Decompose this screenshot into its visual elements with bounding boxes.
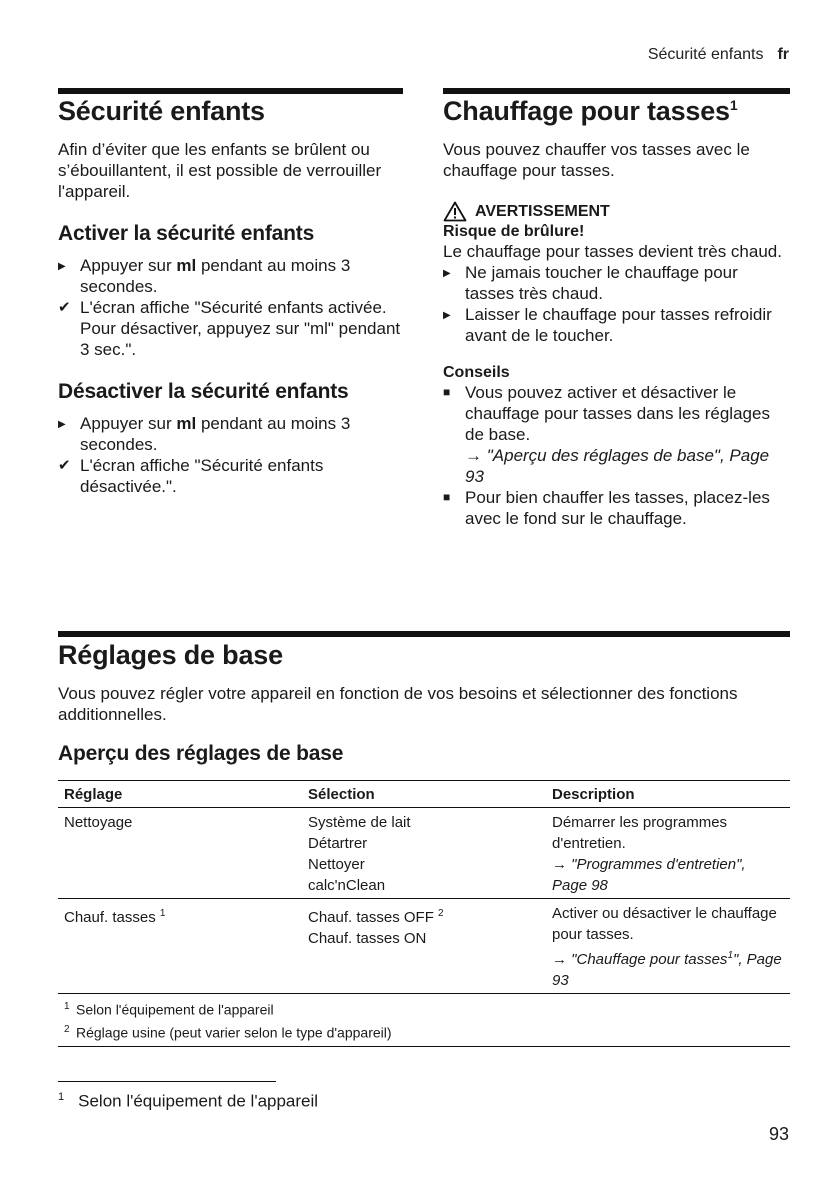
arrow-right-icon: ▶ xyxy=(443,310,451,321)
warning-item: ▶ Laisser le chauffage pour tasses refroidir avant de le toucher. xyxy=(443,305,772,345)
cup-warmer-title: Chauffage pour tasses$^1$ xyxy=(443,96,738,126)
base-section xyxy=(58,638,790,1047)
deactivate-step: ▶ Appuyer sur ml pendant au moins 3 secondes. xyxy=(58,414,351,454)
tips-list xyxy=(443,382,788,529)
checkmark-icon: ✔ xyxy=(58,457,71,474)
square-bullet-icon: ■ xyxy=(443,385,451,399)
base-intro: Vous pouvez régler votre appareil en fonction de vos besoins et sélectionner des fonctions additionnelles. xyxy=(58,684,738,724)
table-row xyxy=(58,899,790,994)
child-lock-intro: Afin d’éviter que les enfants se brûlent ou s’ébouillantent, il est possible de verrouiller l'appareil. xyxy=(58,140,382,201)
col-header-description: Description xyxy=(546,781,790,808)
deactivate-title: Désactiver la sécurité enfants xyxy=(58,380,349,403)
xref-cup-warmer[interactable]: → "Chauffage pour tasses$^1$", Page 93 xyxy=(552,950,782,989)
cup-warmer-intro: Vous pouvez chauffer vos tasses avec le chauffage pour tasses. xyxy=(443,140,750,180)
arrow-right-icon: ▶ xyxy=(58,261,66,272)
warning-risk: Risque de brûlure! xyxy=(443,223,585,240)
overview-title: Aperçu des réglages de base xyxy=(58,742,344,765)
warning-text: Le chauffage pour tasses devient très chaud. xyxy=(443,242,782,261)
table-notes xyxy=(58,994,790,1047)
tip-item: ■ Pour bien chauffer les tasses, placez-les avec le fond sur le chauffage. xyxy=(443,488,770,528)
activate-list xyxy=(58,255,403,360)
cell-setting: Nettoyage xyxy=(58,808,302,899)
ml-key: ml xyxy=(176,256,197,275)
cell-selection: Chauf. tasses OFF $^2$ Chauf. tasses ON xyxy=(302,899,546,994)
col-header-setting: Réglage xyxy=(58,781,302,808)
footnote-rule xyxy=(58,1081,276,1082)
deactivate-result: ✔ L'écran affiche "Sécurité enfants désactivée.". xyxy=(58,456,324,496)
page-footnote: $^1$ Selon l'équipement de l'appareil xyxy=(58,1091,319,1111)
child-lock-title: Sécurité enfants xyxy=(58,96,265,126)
tip-item: ■ Vous pouvez activer et désactiver le chauffage pour tasses dans les réglages de base. → "Aperçu des réglages de base", Page 93 xyxy=(443,383,770,486)
table-note: $^2$ Réglage usine (peut varier selon le type d'appareil) xyxy=(64,1023,392,1041)
activate-title: Activer la sécurité enfants xyxy=(58,222,315,245)
header-lang: fr xyxy=(777,46,789,63)
checkmark-icon: ✔ xyxy=(58,299,71,316)
left-column xyxy=(58,94,403,497)
xref-maintenance[interactable]: → "Programmes d'entretien", Page 98 xyxy=(552,856,746,894)
arrow-right-icon: ▶ xyxy=(58,419,66,430)
base-title: Réglages de base xyxy=(58,640,283,670)
table-row xyxy=(58,808,790,899)
warning-item: ▶ Ne jamais toucher le chauffage pour tasses très chaud. xyxy=(443,263,738,303)
ml-key: ml xyxy=(176,414,197,433)
xref-overview[interactable]: → "Aperçu des réglages de base", Page 93 xyxy=(465,446,770,486)
table-note: $^1$ Selon l'équipement de l'appareil xyxy=(64,1001,274,1018)
warning-header xyxy=(443,201,788,222)
arrow-right-icon: ▶ xyxy=(443,268,451,279)
col-header-selection: Sélection xyxy=(302,781,546,808)
running-header xyxy=(648,46,789,64)
table-header-row xyxy=(58,781,790,808)
page-number: 93 xyxy=(768,1124,789,1144)
cell-description: Démarrer les programmes d'entretien. → "Programmes d'entretien", Page 98 xyxy=(546,808,790,899)
tips-title: Conseils xyxy=(443,364,510,381)
title-footnote-ref: 1 xyxy=(729,97,738,113)
activate-result: ✔ L'écran affiche "Sécurité enfants activée. Pour désactiver, appuyez sur "ml" pendant 3 sec.". xyxy=(58,298,401,359)
cell-selection: Système de lait Détartrer Nettoyer calc'nClean xyxy=(302,808,546,899)
warning-label: AVERTISSEMENT xyxy=(475,202,610,220)
deactivate-list xyxy=(58,413,403,497)
settings-table xyxy=(58,780,790,994)
base-top-rule xyxy=(58,631,790,637)
warning-triangle-icon xyxy=(443,201,467,222)
cell-setting: Chauf. tasses $^1$ xyxy=(58,899,302,994)
header-section: Sécurité enfants xyxy=(647,46,764,63)
square-bullet-icon: ■ xyxy=(443,490,451,504)
activate-step: ▶ Appuyer sur ml pendant au moins 3 secondes. xyxy=(58,256,351,296)
cell-description: Activer ou désactiver le chauffage pour tasses. → "Chauffage pour tasses$^1$", Page 93 xyxy=(546,899,790,994)
right-column xyxy=(443,94,788,529)
warning-list xyxy=(443,262,788,346)
